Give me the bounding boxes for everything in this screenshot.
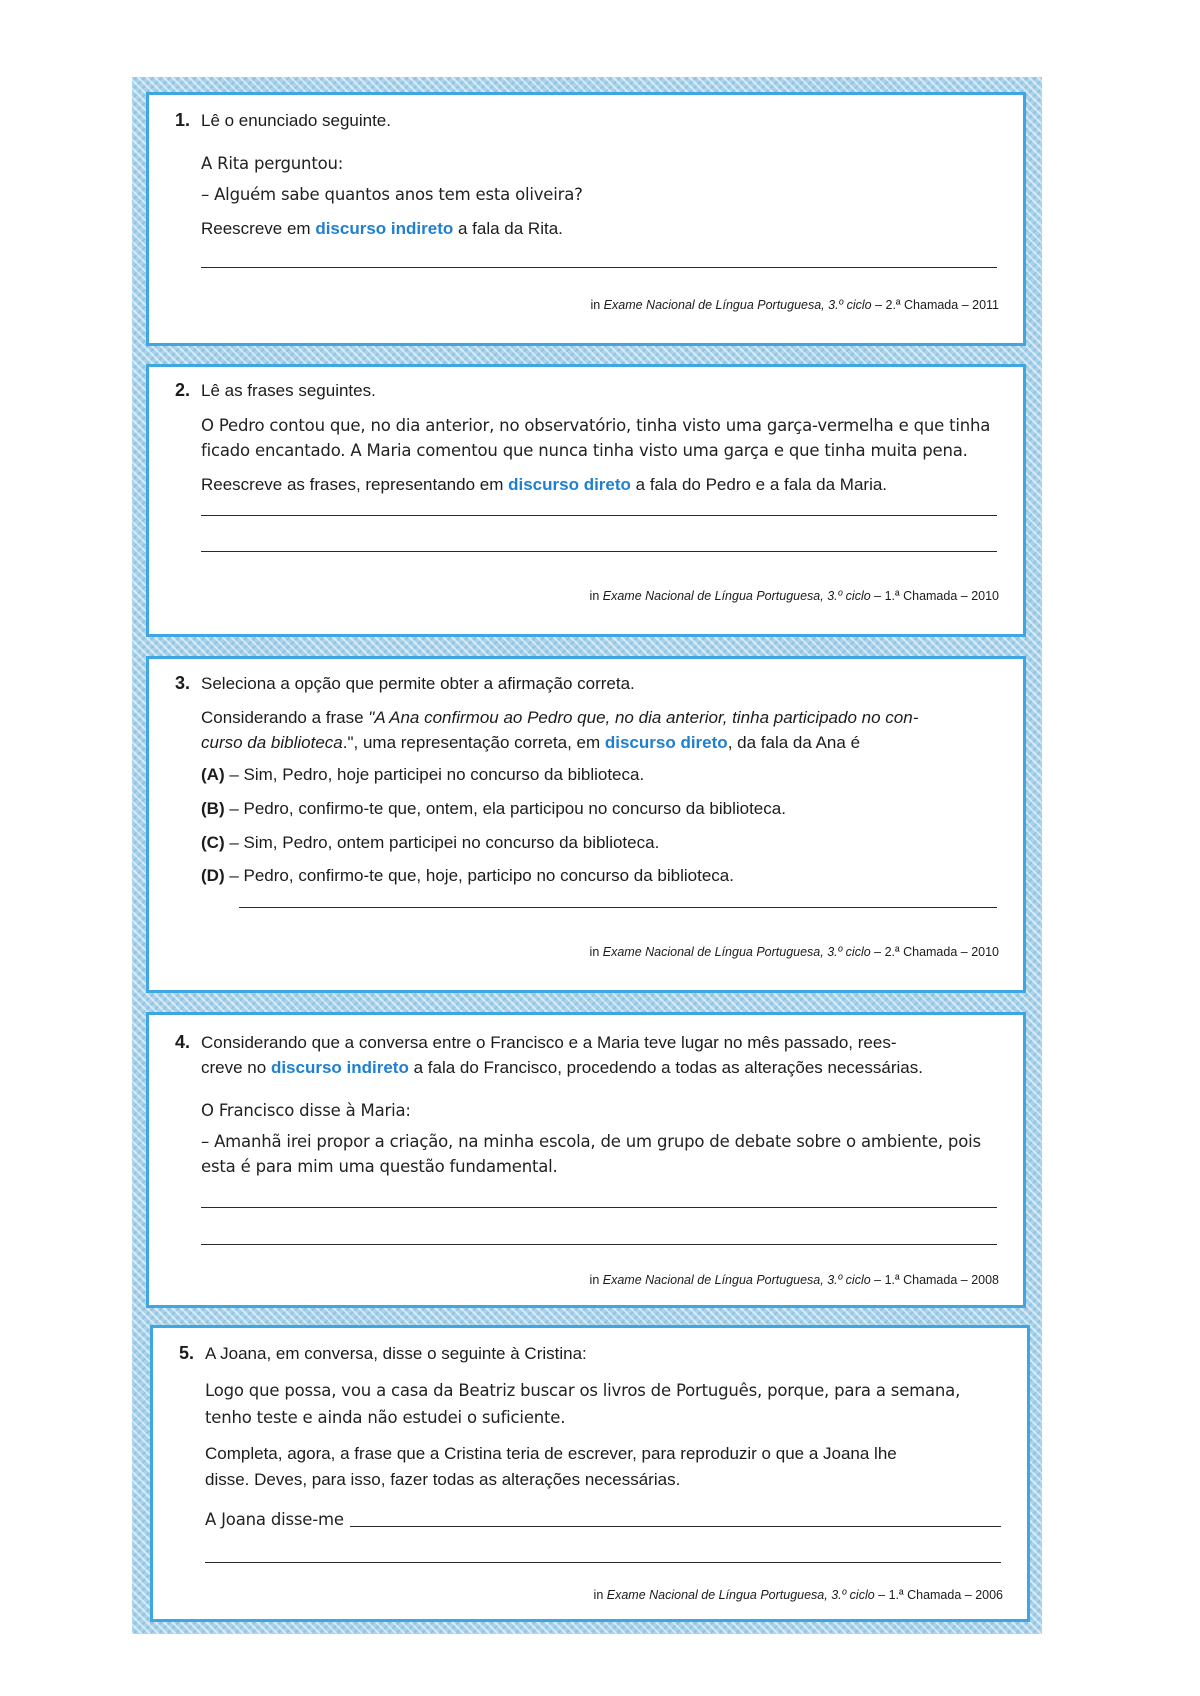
question-number: 1. (175, 110, 191, 130)
question-number: 5. (179, 1343, 195, 1363)
option-c[interactable]: (C) – Sim, Pedro, ontem participei no concurso da biblioteca. (201, 833, 660, 852)
option-b[interactable]: (B) – Pedro, confirmo-te que, ontem, ela participou no concurso da biblioteca. (201, 799, 786, 818)
text-line-1: O Pedro contou que, no dia anterior, no observatório, tinha visto uma garça-vermelha e que tinha (201, 416, 991, 435)
text-line-2: ficado encantado. A Maria comentou que nunca tinha visto uma garça e que tinha muita pena. (201, 441, 968, 460)
source-citation: in Exame Nacional de Língua Portuguesa, 3.º ciclo – 2.ª Chamada – 2011 (590, 298, 999, 312)
instruction: Lê as frases seguintes. (201, 381, 376, 400)
instruction: A Joana, em conversa, disse o seguinte à Cristina: (205, 1344, 587, 1363)
stem-line-1: Considerando a frase "A Ana confirmou ao Pedro que, no dia anterior, tinha participado no con- (201, 708, 919, 727)
quote-intro: A Rita perguntou: (201, 154, 344, 173)
instruction: Seleciona a opção que permite obter a afirmação correta. (201, 674, 635, 693)
quote-intro: O Francisco disse à Maria: (201, 1101, 411, 1120)
question-2-card (146, 364, 1026, 637)
answer-line[interactable] (350, 1526, 1001, 1527)
question-5-card (150, 1325, 1030, 1622)
answer-line[interactable] (201, 267, 997, 268)
task: Reescreve em discurso indireto a fala da Rita. (201, 219, 563, 238)
source-citation: in Exame Nacional de Língua Portuguesa, 3.º ciclo – 2.ª Chamada – 2010 (589, 945, 999, 959)
answer-line[interactable] (239, 907, 997, 908)
source-citation: in Exame Nacional de Língua Portuguesa, 3.º ciclo – 1.ª Chamada – 2008 (589, 1273, 999, 1287)
quote-line-2: esta é para mim uma questão fundamental. (201, 1157, 558, 1176)
answer-line[interactable] (201, 515, 997, 516)
task-line-1: Completa, agora, a frase que a Cristina teria de escrever, para reproduzir o que a Joana lhe (205, 1444, 897, 1463)
answer-line[interactable] (201, 1207, 997, 1208)
highlight-term: discurso direto (508, 475, 631, 494)
quote-line-2: tenho teste e ainda não estudei o suficiente. (205, 1408, 566, 1427)
quote: – Alguém sabe quantos anos tem esta oliveira? (201, 185, 583, 204)
answer-line[interactable] (201, 1244, 997, 1245)
source-citation: in Exame Nacional de Língua Portuguesa, 3.º ciclo – 1.ª Chamada – 2006 (593, 1588, 1003, 1602)
highlight-term: discurso indireto (270, 1058, 409, 1077)
quote-line-1: Logo que possa, vou a casa da Beatriz buscar os livros de Português, porque, para a semana, (205, 1381, 961, 1400)
option-a[interactable]: (A) – Sim, Pedro, hoje participei no concurso da biblioteca. (201, 765, 645, 784)
answer-line[interactable] (201, 551, 997, 552)
task-line-2: disse. Deves, para isso, fazer todas as alterações necessárias. (205, 1470, 681, 1489)
question-number: 4. (175, 1032, 191, 1052)
source-citation: in Exame Nacional de Língua Portuguesa, 3.º ciclo – 1.ª Chamada – 2010 (589, 589, 999, 603)
question-number: 3. (175, 673, 191, 693)
quote-line-1: – Amanhã irei propor a criação, na minha escola, de um grupo de debate sobre o ambiente, pois (201, 1132, 981, 1151)
highlight-term: discurso indireto (315, 219, 454, 238)
task: Reescreve as frases, representando em discurso direto a fala do Pedro e a fala da Maria. (201, 475, 888, 494)
stem-line-2: curso da biblioteca.", uma representação correta, em discurso direto, da fala da Ana é (201, 733, 861, 752)
option-d[interactable]: (D) – Pedro, confirmo-te que, hoje, participo no concurso da biblioteca. (201, 866, 734, 885)
answer-prefix: A Joana disse-me (205, 1510, 344, 1529)
question-1-card (146, 92, 1026, 346)
answer-line[interactable] (205, 1562, 1001, 1563)
task-line-2: creve no discurso indireto a fala do Francisco, procedendo a todas as alterações necessárias. (201, 1058, 923, 1077)
highlight-term: discurso direto (604, 733, 728, 752)
question-3-card (146, 656, 1026, 993)
question-4-card (146, 1012, 1026, 1308)
task-line-1: Considerando que a conversa entre o Francisco e a Maria teve lugar no mês passado, rees- (201, 1033, 897, 1052)
question-number: 2. (175, 380, 191, 400)
instruction: Lê o enunciado seguinte. (201, 111, 391, 130)
